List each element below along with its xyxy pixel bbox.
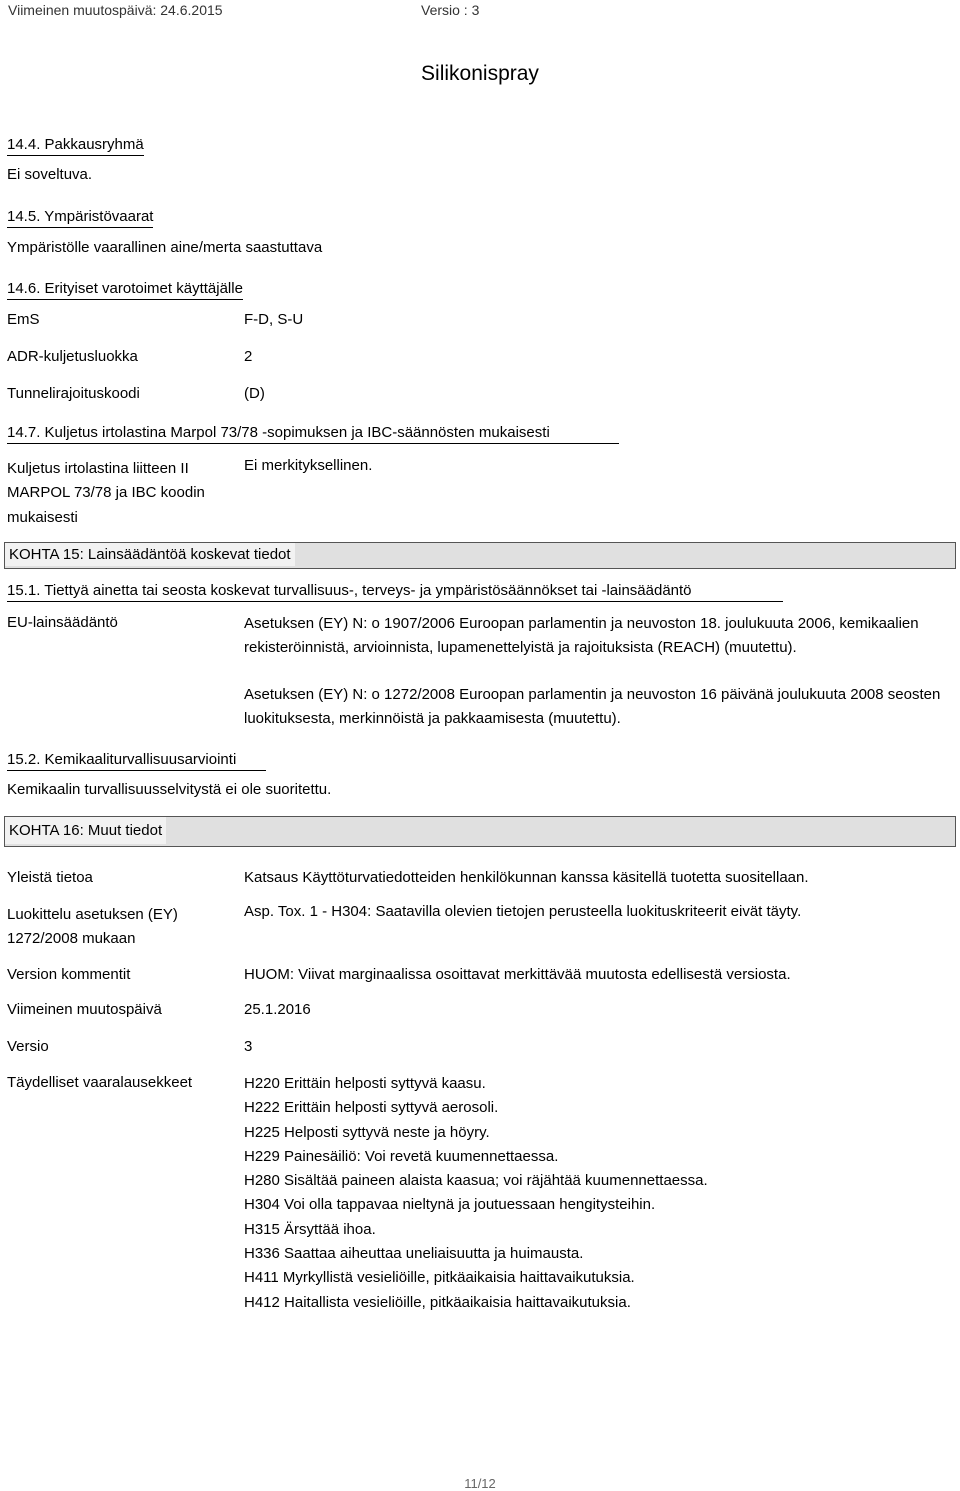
page-number: 11/12 — [464, 1476, 496, 1491]
heading-14-5: 14.5. Ympäristövaarat — [7, 208, 153, 228]
hazard-statement: H225 Helposti syttyvä neste ja höyry. — [244, 1123, 490, 1141]
heading-14-7: 14.7. Kuljetus irtolastina Marpol 73/78 -sopimuksen ja IBC-säännösten mukaisesti — [7, 424, 619, 444]
value-ems: F-D, S-U — [244, 311, 304, 328]
label-hazard-statements: Täydelliset vaaralausekkeet — [7, 1074, 193, 1091]
eu-text-clp: Asetuksen (EY) N: o 1272/2008 Euroopan parlamentin ja neuvoston 16 päivänä joulukuuta 2008 seosten luokituksesta, merkinnöistä ja pakkaamisesta (muutettu). — [244, 686, 941, 727]
label-classification-line: 1272/2008 mukaan — [7, 930, 136, 948]
label-version-comment: Version kommentit — [7, 966, 131, 983]
value-version-comment: HUOM: Viivat marginaalissa osoittavat merkittävää muutosta edellisestä versiosta. — [244, 966, 791, 983]
label-last-modified: Viimeinen muutospäivä — [7, 1001, 162, 1018]
hazard-statement: H222 Erittäin helposti syttyvä aerosoli. — [244, 1099, 499, 1117]
value-last-modified: 25.1.2016 — [244, 1001, 311, 1018]
label-14-7 — [7, 457, 205, 530]
label-ems: EmS — [7, 311, 40, 328]
label-14-7-line: mukaisesti — [7, 508, 78, 526]
hazard-statement: H220 Erittäin helposti syttyvä kaasu. — [244, 1075, 486, 1092]
label-classification-line: Luokittelu asetuksen (EY) — [7, 906, 178, 923]
hazard-statement: H315 Ärsyttää ihoa. — [244, 1220, 376, 1238]
value-tunnel: (D) — [244, 385, 265, 402]
document-title: Silikonispray — [421, 62, 539, 85]
text-14-5: Ympäristölle vaarallinen aine/merta saastuttava — [7, 239, 323, 256]
label-14-7-line: Kuljetus irtolastina liitteen II — [7, 460, 189, 477]
hazard-statement: H304 Voi olla tappavaa nieltynä ja joutuessaan hengitysteihin. — [244, 1196, 656, 1214]
hazard-statement: H336 Saattaa aiheuttaa uneliaisuutta ja huimausta. — [244, 1245, 584, 1263]
text-15-2: Kemikaalin turvallisuusselvitystä ei ole suoritettu. — [7, 781, 332, 798]
section-15-bar — [4, 542, 956, 569]
heading-15-2: 15.2. Kemikaaliturvallisuusarviointi — [7, 751, 266, 771]
heading-15-1: 15.1. Tiettyä ainetta tai seosta koskevat turvallisuus-, terveys- ja ympäristösäännökset tai -lainsäädäntö — [7, 582, 783, 602]
hazard-statement: H411 Myrkyllistä vesieliöille, pitkäaikaisia haittavaikutuksia. — [244, 1269, 635, 1287]
label-adr: ADR-kuljetusluokka — [7, 348, 138, 365]
text-14-4: Ei soveltuva. — [7, 166, 93, 183]
section-15-title: KOHTA 15: Lainsäädäntöä koskevat tiedot — [5, 543, 295, 566]
value-version: 3 — [244, 1038, 253, 1055]
hazard-statement: H280 Sisältää paineen alaista kaasua; voi räjähtää kuumennettaessa. — [244, 1172, 708, 1190]
value-adr: 2 — [244, 348, 253, 365]
eu-text-reach: Asetuksen (EY) N: o 1907/2006 Euroopan parlamentin ja neuvoston 18. joulukuuta 2006, kemikaalien rekisteröinnistä, arvioinnista, lupamenettelyistä ja rajoituksista (REACH) (muutettu). — [244, 615, 919, 656]
heading-14-4: 14.4. Pakkausryhmä — [7, 136, 144, 156]
label-general-info: Yleistä tietoa — [7, 869, 93, 886]
hazard-statements-list — [244, 1072, 708, 1315]
label-tunnel: Tunnelirajoituskoodi — [7, 385, 140, 402]
label-14-7-line: MARPOL 73/78 ja IBC koodin — [7, 484, 205, 502]
section-16-title: KOHTA 16: Muut tiedot — [5, 817, 166, 844]
hazard-statement: H412 Haitallista vesieliöille, pitkäaikaisia haittavaikutuksia. — [244, 1293, 631, 1311]
label-eu-legislation: EU-lainsäädäntö — [7, 614, 118, 631]
value-classification: Asp. Tox. 1 - H304: Saatavilla olevien tietojen perusteella luokituskriteerit eivät täyty. — [244, 903, 802, 920]
value-general-info: Katsaus Käyttöturvatiedotteiden henkilökunnan kanssa käsitellä tuotetta suositellaan. — [244, 869, 809, 886]
heading-14-6: 14.6. Erityiset varotoimet käyttäjälle — [7, 280, 243, 300]
header-last-modified: Viimeinen muutospäivä: 24.6.2015 — [8, 2, 223, 18]
label-classification — [7, 903, 178, 952]
label-version: Versio — [7, 1038, 49, 1055]
value-14-7: Ei merkityksellinen. — [244, 457, 373, 474]
header-version: Versio : 3 — [421, 2, 480, 18]
section-16-bar — [4, 816, 956, 847]
hazard-statement: H229 Painesäiliö: Voi revetä kuumennettaessa. — [244, 1147, 559, 1165]
